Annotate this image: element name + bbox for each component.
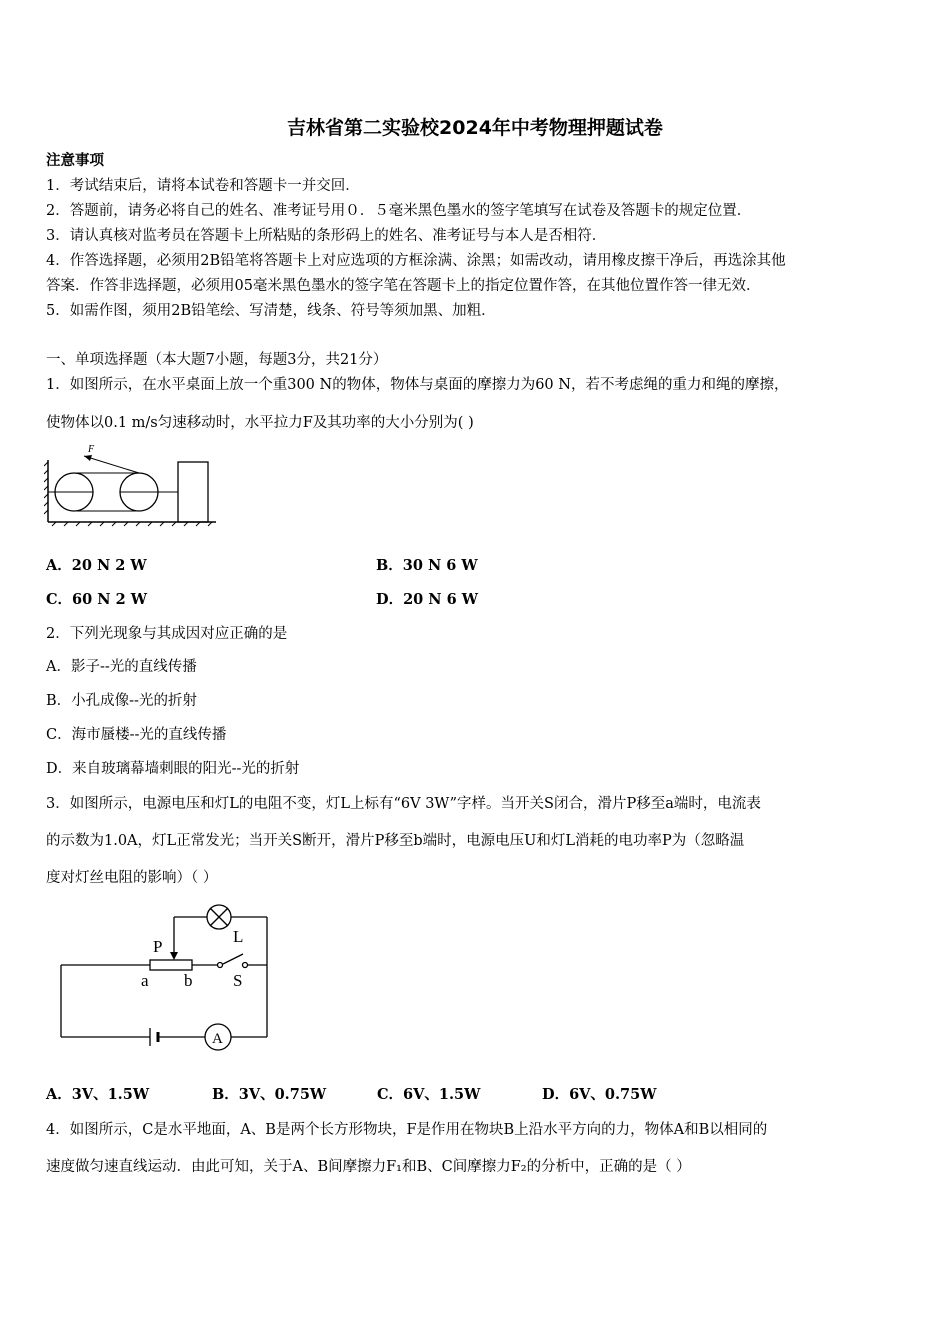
notice-heading: 注意事项	[46, 152, 104, 169]
q3-stem-line2: 的示数为1.0A，灯L正常发光；当开关S断开，滑片P移至b端时，电源电压U和灯L消耗的电功率P为（忽略温	[46, 833, 745, 849]
q3-option-a[interactable]: A．3V、1.5W	[46, 1086, 150, 1103]
notice-item: 3．请认真核对监考员在答题卡上所粘贴的条形码上的姓名、准考证号与本人是否相符．	[46, 228, 607, 244]
q3-option-d[interactable]: D．6V、0.75W	[542, 1086, 657, 1103]
q2-stem: 2．下列光现象与其成因对应正确的是	[46, 626, 288, 642]
q3-option-c[interactable]: C．6V、1.5W	[377, 1086, 481, 1103]
q3-stem-line3: 度对灯丝电阻的影响）（ ）	[46, 870, 218, 886]
force-label: F	[88, 444, 95, 455]
q2-option-a[interactable]: A．影子--光的直线传播	[46, 659, 197, 675]
q1-option-b[interactable]: B．30 N 6 W	[376, 557, 478, 574]
q3-option-b[interactable]: B．3V、0.75W	[212, 1086, 327, 1103]
notice-item: 5．如需作图，须用2B铅笔绘、写清楚，线条、符号等须加黑、加粗．	[46, 303, 496, 319]
label-l: L	[233, 927, 244, 946]
q1-option-c[interactable]: C．60 N 2 W	[46, 591, 147, 608]
q2-option-b[interactable]: B．小孔成像--光的折射	[46, 693, 197, 709]
q3-circuit-figure	[55, 900, 275, 1055]
label-s: S	[233, 971, 243, 990]
label-a: a	[141, 971, 149, 990]
section-heading: 一、单项选择题（本大题7小题，每题3分，共21分）	[46, 352, 388, 368]
q2-option-d[interactable]: D．来自玻璃幕墙刺眼的阳光--光的折射	[46, 761, 300, 777]
q1-option-d[interactable]: D．20 N 6 W	[376, 591, 479, 608]
q1-stem-line2: 使物体以0.1 m/s匀速移动时，水平拉力F及其功率的大小分别为( )	[46, 415, 474, 431]
notice-item: 2．答题前，请务必将自己的姓名、准考证号用０．５毫米黑色墨水的签字笔填写在试卷及答题卡的规定位置．	[46, 203, 752, 219]
notice-item: 4．作答选择题，必须用2B铅笔将答题卡上对应选项的方框涂满、涂黑；如需改动，请用橡皮擦干净后，再选涂其他	[46, 253, 786, 269]
notice-item: 1．考试结束后，请将本试卷和答题卡一并交回．	[46, 178, 360, 194]
q3-stem-line1: 3．如图所示，电源电压和灯L的电阻不变，灯L上标有“6V 3W”字样。当开关S闭合，滑片P移至a端时，电流表	[46, 796, 761, 812]
q4-stem-line1: 4．如图所示，C是水平地面，A、B是两个长方形物块，F是作用在物块B上沿水平方向的力，物体A和B以相同的	[46, 1122, 768, 1138]
label-b: b	[184, 971, 193, 990]
q1-option-a[interactable]: A．20 N 2 W	[46, 557, 147, 574]
notice-item: 答案．作答非选择题，必须用05毫米黑色墨水的签字笔在答题卡上的指定位置作答，在其他位置作答一律无效．	[46, 278, 761, 294]
q1-pulley-figure	[44, 440, 219, 530]
page-title: 吉林省第二实验校2024年中考物理押题试卷	[287, 117, 663, 139]
label-ammeter: A	[212, 1031, 223, 1047]
label-p: P	[153, 937, 163, 956]
q4-stem-line2: 速度做匀速直线运动．由此可知，关于A、B间摩擦力F₁和B、C间摩擦力F₂的分析中，正确的是（ ）	[46, 1159, 691, 1175]
q2-option-c[interactable]: C．海市蜃楼--光的直线传播	[46, 727, 227, 743]
q1-stem-line1: 1．如图所示，在水平桌面上放一个重300 N的物体，物体与桌面的摩擦力为60 N，若不考虑绳的重力和绳的摩擦，	[46, 377, 789, 393]
